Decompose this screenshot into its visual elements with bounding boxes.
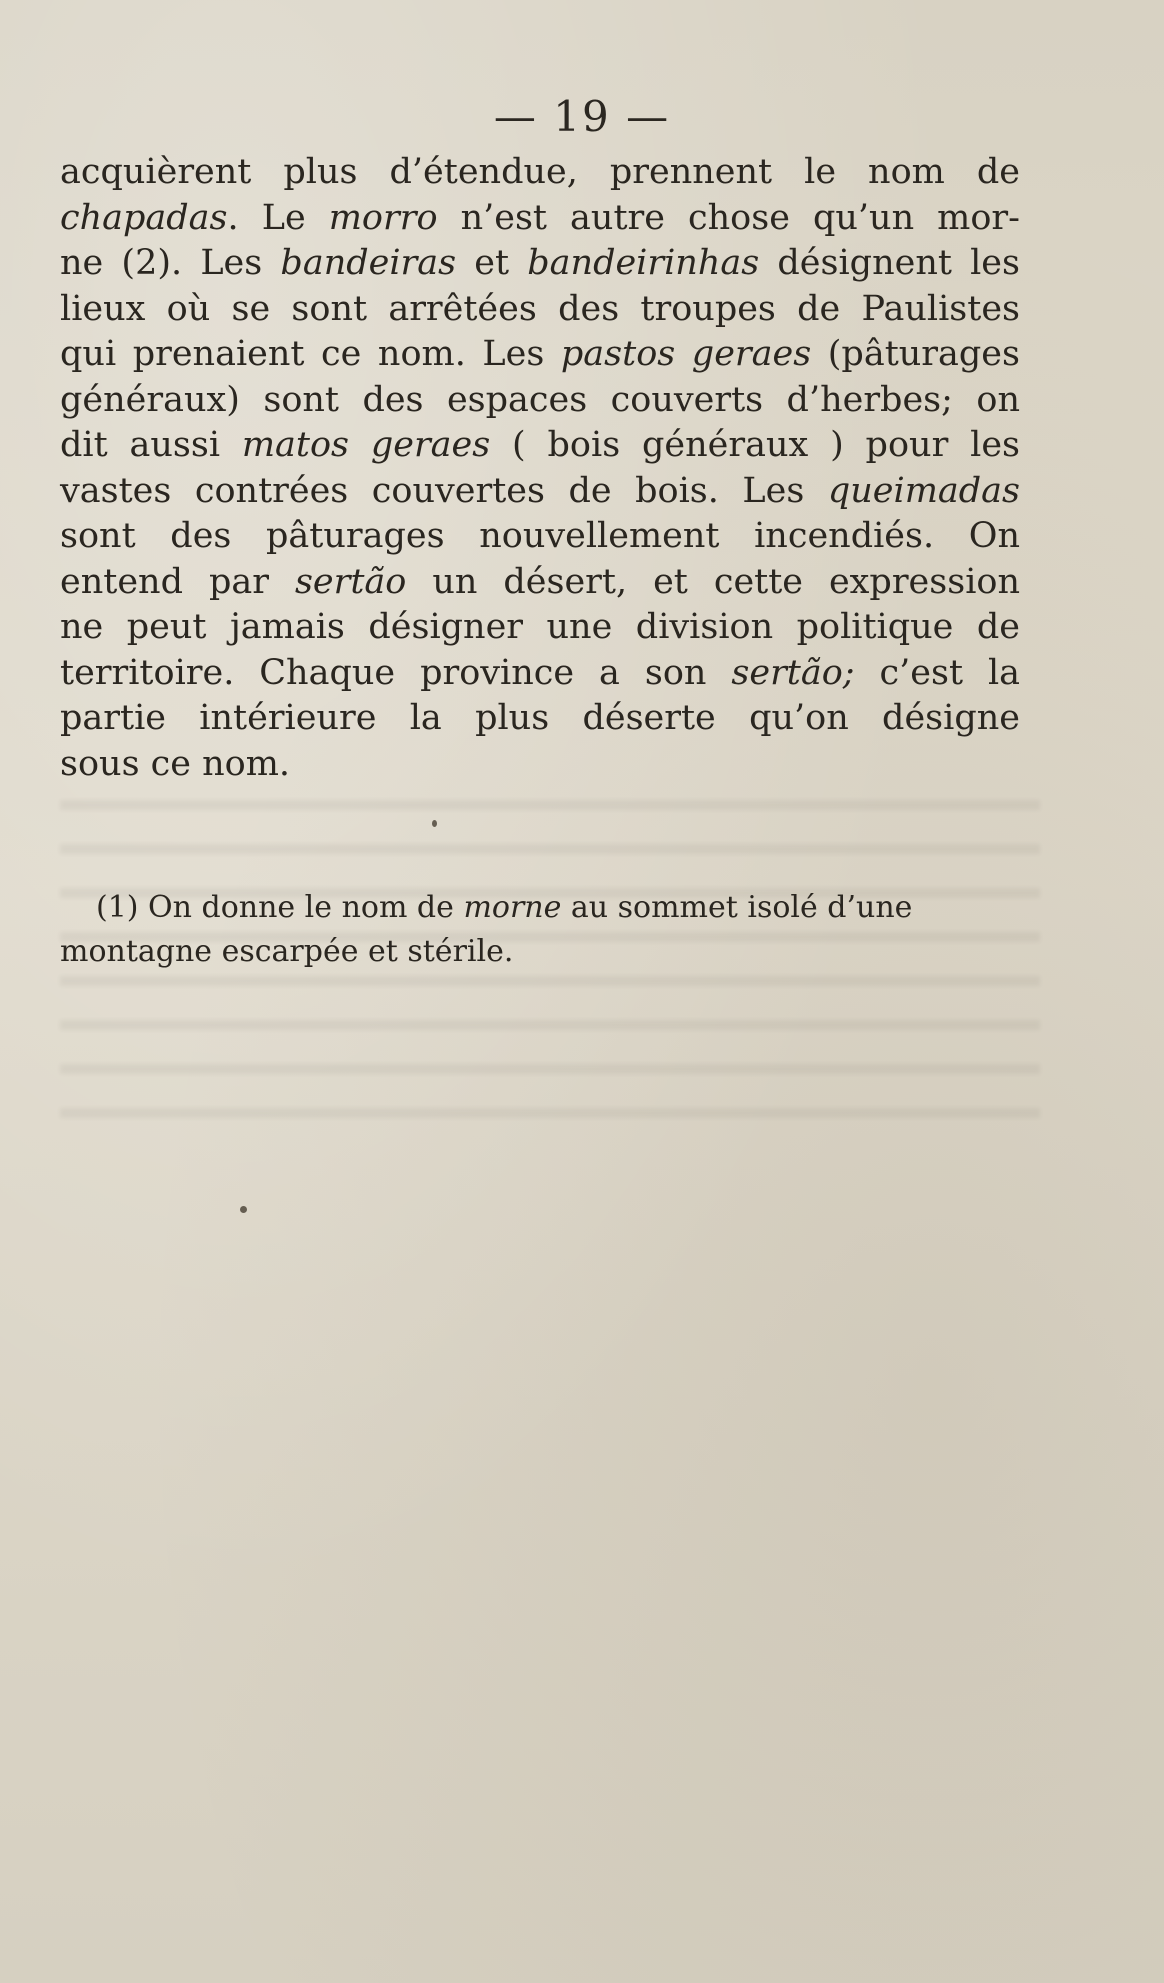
text-line: ne (2). Les bandeiras et bandeirinhas désignent les (60, 243, 1020, 283)
text-line: territoire. Chaque province a son sertão; c’est la (60, 652, 1021, 693)
text-line: partie intérieure la plus déserte qu’on désigne (60, 698, 1020, 738)
text-line: acquièrent plus d’étendue, prennent le nom de (60, 152, 1020, 192)
text-line: chapadas. Le morro n’est autre chose qu’un mor- (60, 197, 1020, 238)
italic-term: matos geraes (241, 425, 491, 465)
page-number: — 19 — (493, 92, 671, 141)
italic-term: pastos geraes (560, 334, 812, 374)
italic-term: morro (328, 197, 438, 238)
italic-term: chapadas (60, 197, 228, 238)
text-line: généraux) sont des espaces couverts d’herbes; on (60, 379, 1020, 420)
footnote-line: (1) On donne le nom de morne au sommet isolé d’une (96, 890, 913, 925)
italic-term: sertão (294, 561, 407, 602)
text-line: lieux où se sont arrêtées des troupes de Paulistes (60, 288, 1020, 329)
italic-term: morne (463, 890, 562, 925)
text-line: vastes contrées couvertes de bois. Les queimadas (60, 470, 1020, 511)
ink-speck (432, 820, 437, 827)
text-line: sous ce nom. (60, 743, 291, 784)
italic-term: queimadas (827, 470, 1020, 511)
footnotes (60, 886, 1022, 974)
text-line: ne peut jamais désigner une division politique de (60, 607, 1020, 647)
footnote-line: montagne escarpée et stérile. (60, 934, 514, 969)
text-line: sont des pâturages nouvellement incendiés. On (60, 516, 1020, 556)
main-text (60, 150, 1020, 787)
text-line: dit aussi matos geraes ( bois généraux ) pour les (60, 425, 1020, 465)
ink-speck (240, 1206, 247, 1213)
text-line: entend par sertão un désert, et cette expression (60, 561, 1021, 602)
italic-term: bandeirinhas (527, 243, 760, 283)
italic-term: sertão; (731, 652, 855, 693)
text-line: qui prenaient ce nom. Les pastos geraes (pâturages (60, 334, 1020, 374)
italic-term: bandeiras (280, 243, 457, 283)
